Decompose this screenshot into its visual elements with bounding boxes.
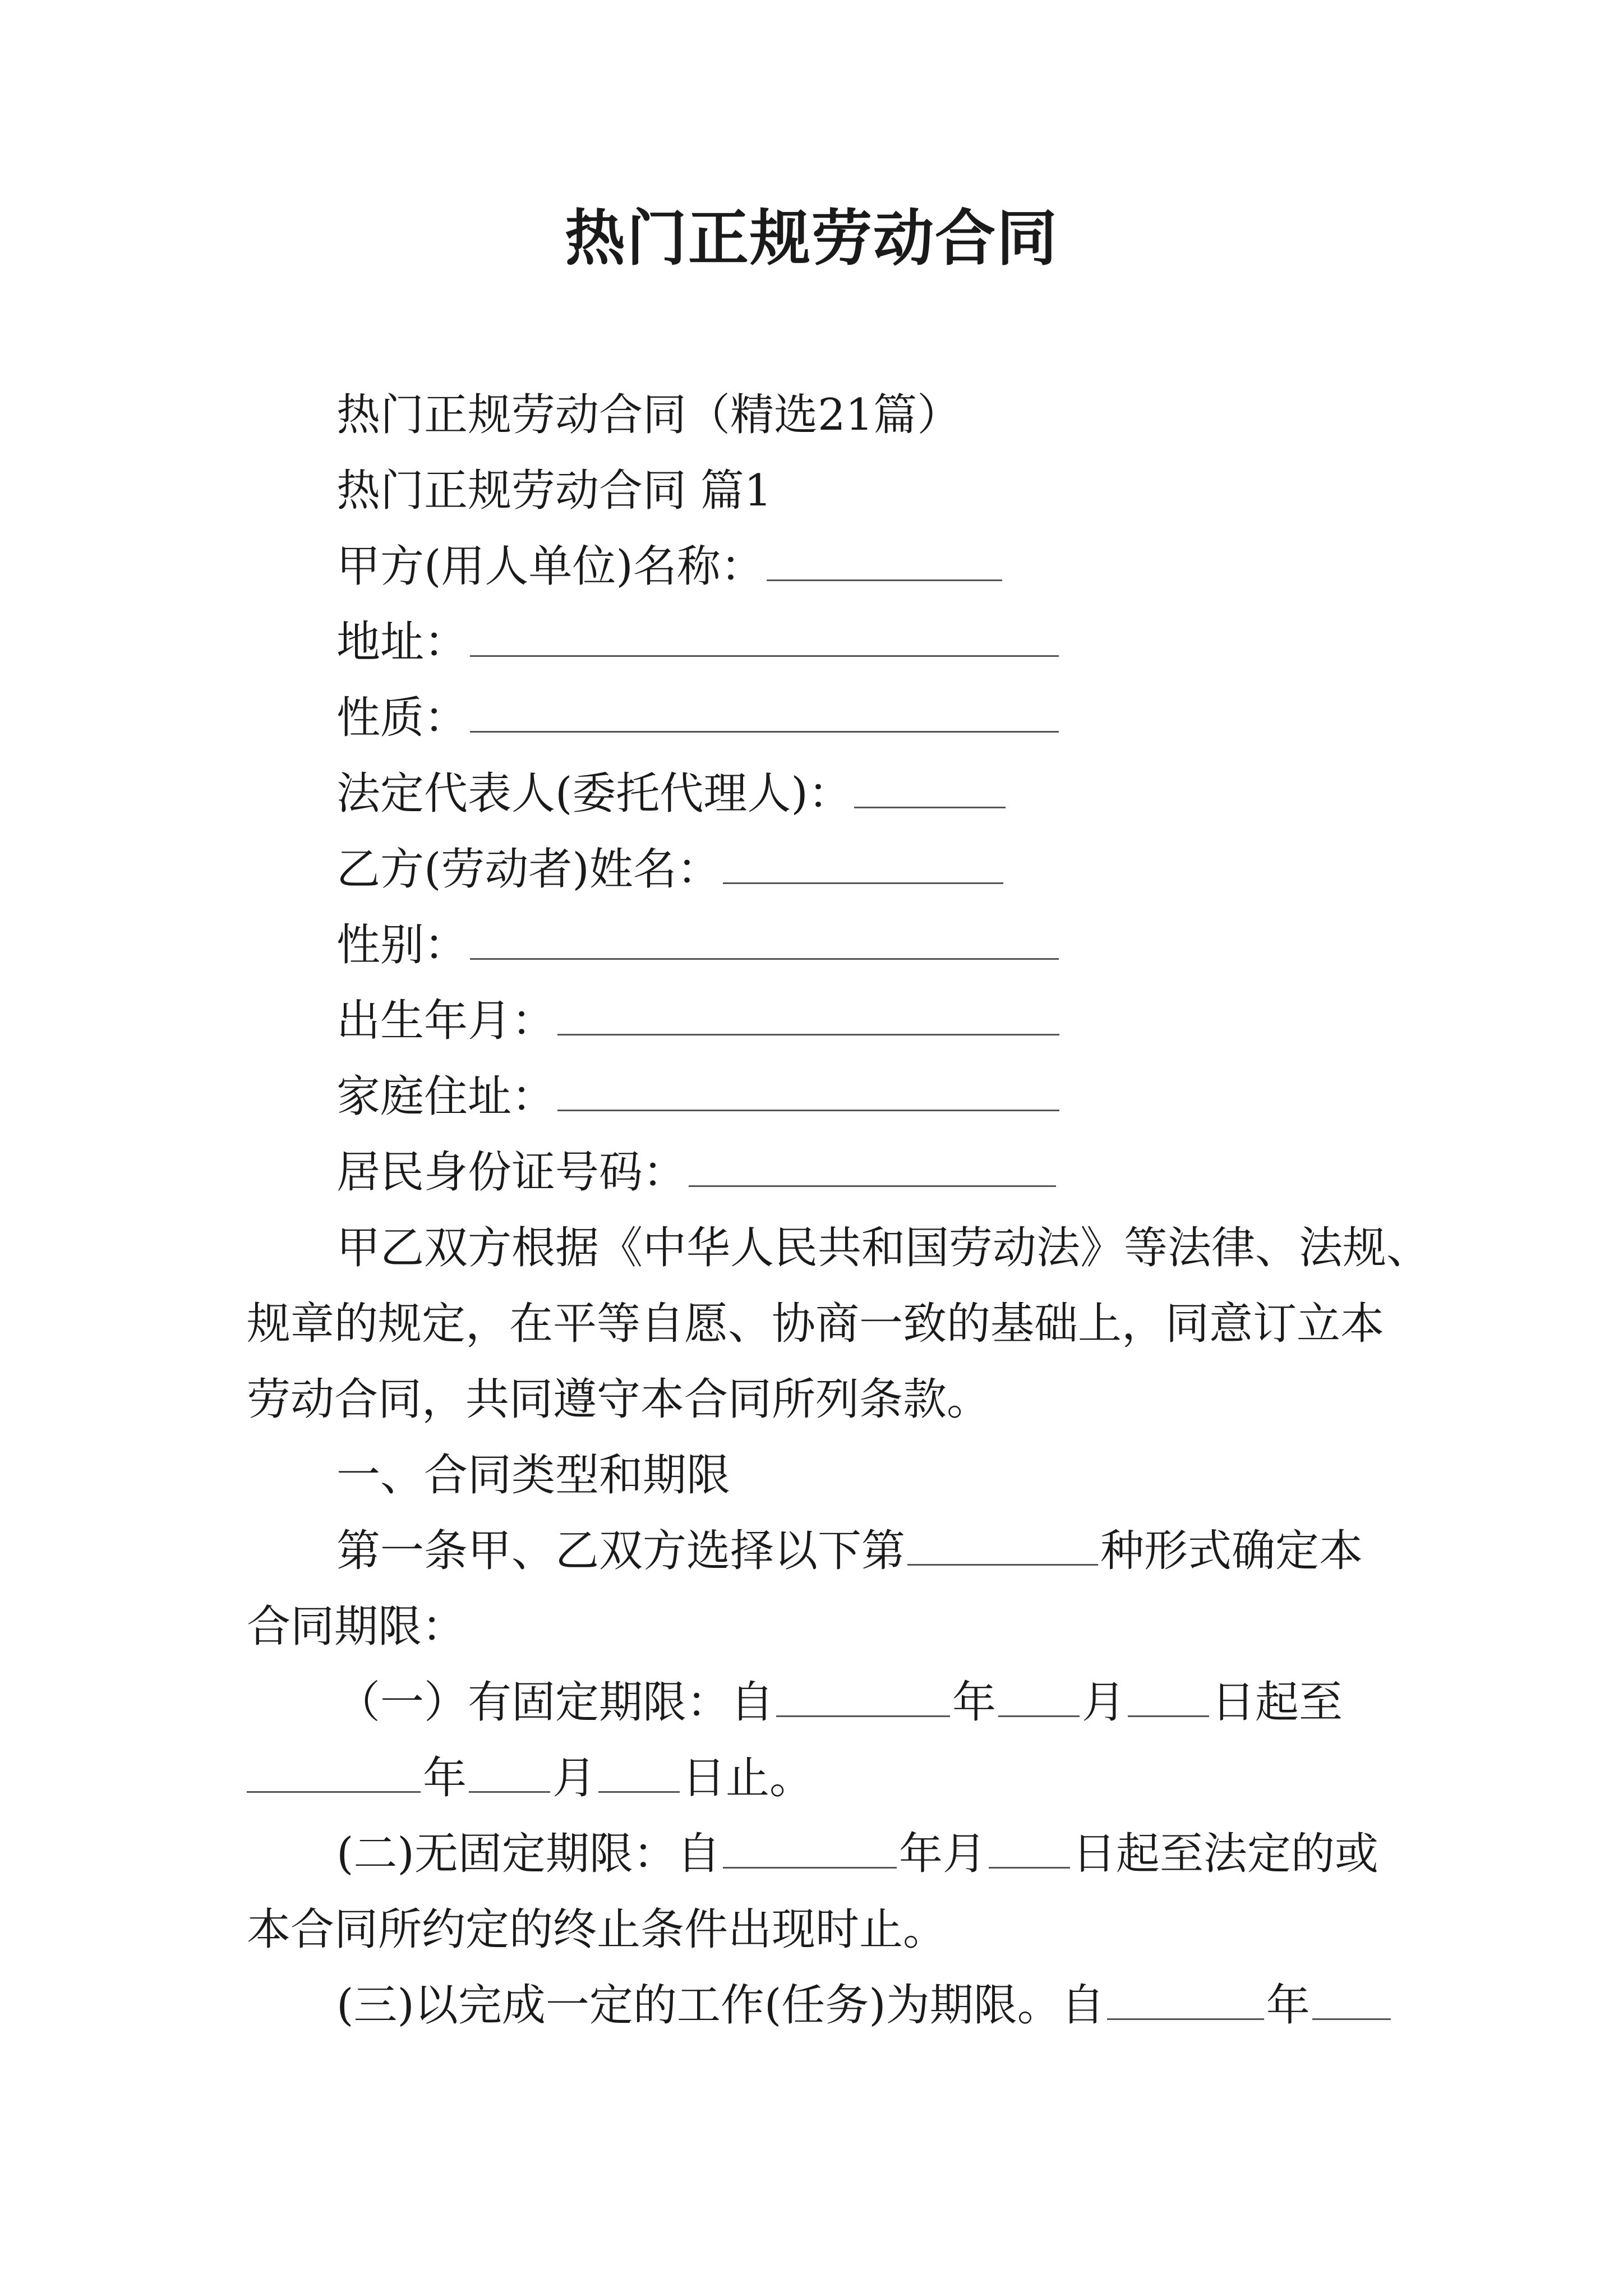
address-label: 地址：	[336, 617, 468, 668]
address-blank	[470, 616, 1059, 657]
party-a-name-row	[336, 539, 1004, 595]
fixed-year2-text: 年	[423, 1753, 467, 1803]
party-a-name-blank	[767, 540, 1002, 581]
open-term-line1	[336, 1826, 1378, 1882]
party-b-name-label: 乙方(劳动者)姓名：	[336, 844, 721, 895]
subtitle: 热门正规劳动合同（精选21篇）	[336, 390, 961, 440]
gender-label: 性别：	[336, 920, 468, 970]
open-term-label: (二)无固定期限：自	[336, 1829, 721, 1879]
fixed-end-day-blank	[598, 1752, 680, 1793]
fixed-term-label: （一）有固定期限：自	[336, 1677, 774, 1728]
fixed-term-line2	[247, 1750, 813, 1806]
article1-line1	[336, 1523, 1363, 1579]
fixed-month-text: 月	[1082, 1677, 1126, 1728]
open-start-day-blank	[989, 1828, 1070, 1869]
birth-label: 出生年月：	[336, 996, 556, 1046]
birth-row	[336, 993, 1062, 1049]
fixed-start-day-blank	[1128, 1676, 1209, 1717]
open-day-to-text: 日起至法定的或	[1072, 1829, 1378, 1879]
article1-line2: 合同期限：	[247, 1602, 466, 1652]
legal-rep-blank	[854, 767, 1006, 808]
fixed-year-text: 年	[952, 1677, 997, 1728]
fixed-start-year-blank	[776, 1676, 950, 1717]
task-term-label: (三)以完成一定的工作(任务)为期限。自	[336, 1980, 1105, 2031]
nature-row	[336, 690, 1061, 746]
task-start-month-blank	[1312, 1979, 1391, 2020]
open-start-year-blank	[723, 1828, 897, 1869]
fixed-start-month-blank	[998, 1676, 1080, 1717]
para1-line2: 规章的规定，在平等自愿、协商一致的基础上，同意订立本	[247, 1299, 1385, 1349]
para1-line3: 劳动合同，共同遵守本合同所列条款。	[247, 1374, 991, 1425]
chapter1-heading: 一、合同类型和期限	[336, 1450, 731, 1501]
para1-line1: 甲乙双方根据《中华人民共和国劳动法》等法律、法规、	[336, 1223, 1431, 1273]
party-b-name-row	[336, 841, 1006, 898]
legal-rep-label: 法定代表人(委托代理人)：	[336, 769, 852, 819]
legal-rep-row	[336, 766, 1008, 822]
nature-blank	[470, 692, 1059, 733]
article1-part1: 第一条甲、乙双方选择以下第	[336, 1526, 906, 1576]
open-year-month-text: 年月	[898, 1829, 986, 1879]
fixed-end-year-blank	[247, 1752, 421, 1793]
home-address-blank	[557, 1070, 1059, 1111]
gender-blank	[470, 919, 1059, 960]
document-title: 热门正规劳动合同	[564, 203, 1058, 274]
id-number-blank	[689, 1146, 1056, 1187]
task-term-line1	[336, 1977, 1393, 2033]
section-heading: 热门正规劳动合同 篇1	[336, 466, 772, 516]
article1-form-blank	[907, 1525, 1098, 1566]
gender-row	[336, 917, 1061, 973]
fixed-day-end-text: 日止。	[682, 1753, 814, 1803]
id-number-label: 居民身份证号码：	[336, 1147, 687, 1198]
party-a-name-label: 甲方(用人单位)名称：	[336, 541, 764, 592]
open-term-line2: 本合同所约定的终止条件出现时止。	[247, 1904, 947, 1955]
article1-part2: 种形式确定本	[1100, 1526, 1363, 1576]
task-start-year-blank	[1107, 1979, 1264, 2020]
id-number-row	[336, 1144, 1058, 1200]
home-address-row	[336, 1069, 1062, 1125]
home-address-label: 家庭住址：	[336, 1071, 556, 1122]
nature-label: 性质：	[336, 693, 468, 743]
party-b-name-blank	[723, 843, 1003, 884]
fixed-month2-text: 月	[552, 1753, 597, 1803]
task-year-text: 年	[1266, 1980, 1310, 2031]
fixed-term-line1	[336, 1674, 1343, 1731]
fixed-day-to-text: 日起至	[1211, 1677, 1343, 1728]
fixed-end-month-blank	[469, 1752, 550, 1793]
birth-blank	[557, 995, 1059, 1036]
address-row	[336, 614, 1061, 670]
